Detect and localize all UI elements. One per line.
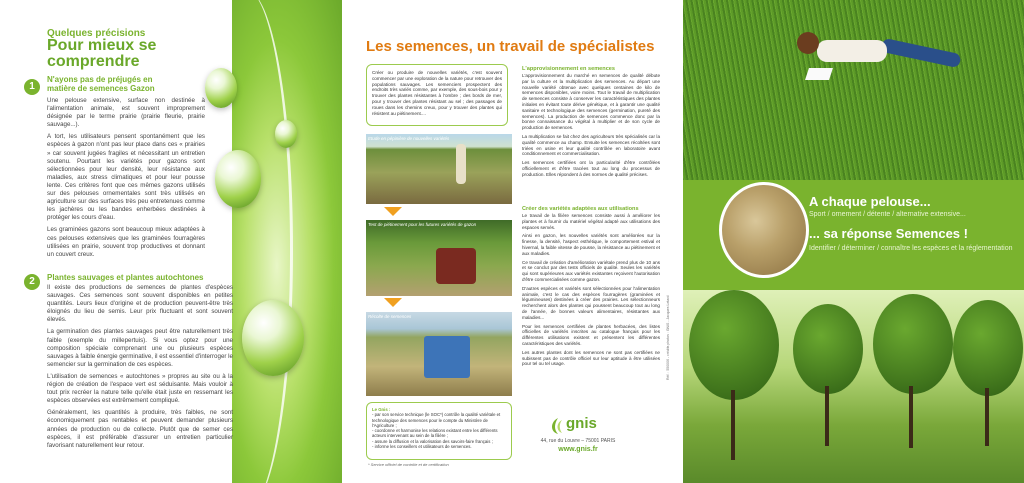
tree <box>873 294 953 394</box>
list-item: - coordonne et harmonise les relations existant entre les différents acteurs intervenant au sein de la filière ; <box>372 428 498 439</box>
photo-credit: Réf. : 550006 - crédits photos : GNIS - Jacques Letard <box>666 295 670 380</box>
gnis-address: 44, rue du Louvre – 75001 PARIS <box>540 438 616 444</box>
paragraph: La germination des plantes sauvages peut être naturellement très faible (exemple du millepertuis). Si vous optez pour une composition spéciale comprenant une ou plusieurs espèces sauvages à faible énergie germinative, il est essentiel d'interroger le semencier sur la germination de ces espèces. <box>47 328 233 368</box>
list-item: - informe les conseillers et utilisateurs de semences. <box>372 444 472 450</box>
heading-big: Pour mieux se comprendre <box>47 37 157 70</box>
paragraph: L'approvisionnement du marché en semences de qualité débute par la culture et la multiplication des semences. Au départ une nouvelle variété obtenue avec quelques centaines de kilo de semences disponibles, voire moins. Tout le travail de multiplication de semences consiste à conserver les caractéristiques des plantes initiales en évitant toute dérive génétique, et à garantir une qualité sanitaire et technologique des semences (germination, pureté des semences). La production de semences commence donc par la bonne connaissance du végétal à multiplier et de son cycle de production de semences. <box>522 73 660 131</box>
panel-cover <box>683 0 1024 483</box>
water-drop-icon <box>215 150 261 208</box>
list-item: - assure la diffusion et la valorisation des savoirs-faire français ; <box>372 438 493 444</box>
gnis-info-box <box>366 402 512 460</box>
section-body <box>522 73 660 181</box>
paragraph: Les autres plantes dont les semences ne sont pas certifiées ne subissent pas de contrôle officiel sur leur aptitude à être utilisées pour tel ou tel usage. <box>522 349 660 367</box>
cover-line-2: Sport / ornement / détente / alternative extensive... <box>809 211 966 218</box>
tree <box>953 300 1023 396</box>
woman-reading-photo <box>771 26 991 96</box>
photo-seed-harvest <box>366 312 512 396</box>
gnis-logo-text: gnis <box>566 415 597 432</box>
seeds-photo <box>719 182 809 278</box>
list-item: - par son service technique (le SOC*) contrôle la qualité variétale et technologique des semences pour le compte du Ministère de l'Agriculture ; <box>372 412 501 428</box>
section-heading: Créer des variétés adaptées aux utilisations <box>522 206 639 212</box>
paragraph: D'autres espèces et variétés sont sélectionnées pour l'alimentation animale, c'est le cas des espèces fourragères (graminées et légumineuses) destinées à créer des prairies. Les sélectionneurs recherchent alors des plantes qui poussent beaucoup tout au long de l'année, de bonnes valeurs alimentaires, résistantes aux maladies... <box>522 285 660 320</box>
heading-small: Quelques précisions <box>47 28 146 39</box>
paragraph: Pour les semences certifiées de plantes herbacées, des listes officielles de variétés inscrites au catalogue français pour les différentes utilisations existent et présentent les différentes caractéristiques des variétés. <box>522 323 660 346</box>
paragraph: A tort, les utilisateurs pensent spontanément que les espèces à gazon n'ont pas leur place dans ces « prairies » car souvent jugées fragiles et nécessitant un entretien soutenu. Pourtant les variétés pour gazons sont sélectionnées pour leur densité, leur résistance aux maladies, aux stress climatiques et pour leur pousse lente. Ces critères font que ces mêmes gazons utilisés sur des pelouses ornementales sont très utilisés en agriculture sur des surfaces très peu entretenues comme les jachères ou les bandes enherbées destinées à protéger les cours d'eau. <box>47 133 205 222</box>
photo-caption: Etude en pépinière de nouvelles variétés <box>368 136 450 141</box>
intro-text: Créer ou produire de nouvelles variétés, c'est souvent commencer par une exploration de la nature pour retrouver des populations sauvages. Les semenciers prospectent des endroits très variés comme, par exemple, des sous-bois pour y trouver des plantes résistantes à l'ombre ; des bords de mer, pour y trouver des plantes résistant au sel ; des passages de roues dans les chemins creux, pour y trouver des plantes qui résistent au piétinement.... <box>372 70 502 116</box>
section-body-2 <box>47 284 233 454</box>
section-number-2: 2 <box>24 274 40 290</box>
water-drop-icon <box>205 68 237 108</box>
paragraph: Les semences certifiées ont la particularité d'être contrôlées officiellement et d'être tracées tout au long du processus de production. Elles répondent à des normes de qualité précises. <box>522 160 660 177</box>
cover-line-4: Identifier / déterminer / connaître les espèces et la réglementation <box>809 245 1013 252</box>
paragraph: Généralement, les quantités à produire, très faibles, ne sont économiquement pas rentables et peuvent demander plusieurs années de production ou de collecte. Plutôt que de semer ces espèces, il est préférable d'assurer un entretien particulier favorisant naturellement leur retour. <box>47 409 233 449</box>
cover-line-1: A chaque pelouse... <box>809 194 931 209</box>
photo-caption: Récolte de semences <box>368 314 412 319</box>
paragraph: Il existe des productions de semences de plantes d'espèces sauvages. Ces semences sont souvent disponibles en petites quantités. Leurs lieux d'origine et de production peuvent-être très éloignés du lieu de semis. Leur prix fluctuant et sont souvent élevés. <box>47 284 233 324</box>
paragraph: L'utilisation de semences « autochtones » propres au site ou à la région de création de l'espace vert est séduisante. Mais vouloir à tout prix recréer la nature telle qu'elle était juste en ressemant les espèces observées est extrêmement compliqué. <box>47 372 233 405</box>
paragraph: Ce travail de création d'amélioration variétale prend plus de 10 ans et se conclut par des tests officiels de qualité. Seules les variétés qui sont supérieures aux variétés existantes reçoivent l'autorisation d'être commercialisées comme gazon. <box>522 259 660 282</box>
section-title-1: N'ayons pas de préjugés en matière de semences Gazon <box>47 75 155 93</box>
arrow-down-icon <box>384 207 402 216</box>
section-heading: L'approvisionnement en semences <box>522 66 616 72</box>
panel-specialistes <box>342 0 683 483</box>
section-body-1 <box>47 97 205 263</box>
paragraph: Une pelouse extensive, surface non destinée à l'alimentation animale, est souvent improprement désignée par le terme prairie (prairie fleurie, prairie sauvage...). <box>47 97 205 129</box>
section-number-1: 1 <box>24 79 40 95</box>
arrow-down-icon <box>384 298 402 307</box>
page-title: Les semences, un travail de spécialistes <box>366 38 655 55</box>
photo-trampling-test <box>366 220 512 296</box>
paragraph: Les graminées gazons sont beaucoup mieux adaptées à ces pelouses extensives que les graminées fourragères utilisées en prairie, souvent trop productives et donnant un couvert creux. <box>47 226 205 258</box>
footnote: * Service officiel de contrôle et de certification <box>368 462 449 467</box>
water-drop-icon <box>242 300 304 376</box>
tree <box>689 290 779 400</box>
paragraph: Ainsi en gazon, les nouvelles variétés sont améliorées sur la finesse, la densité, l'aspect esthétique, le comportement estival et hivernal, la faible vitesse de pousse, la résistance au piétinement et aux maladies. <box>522 233 660 256</box>
gnis-website-link[interactable]: www.gnis.fr <box>558 446 598 453</box>
paragraph: La multiplication se fait chez des agriculteurs très spécialisés car la qualité commence au champ. Ensuite les semences récoltées sont triées en usine et leur qualité contrôlée en laboratoire avant conditionnement et commercialisation. <box>522 133 660 157</box>
photo-nursery <box>366 134 512 204</box>
section-body <box>522 213 660 370</box>
paragraph: Le travail de la filière semences consiste aussi à améliorer les plantes et à fournir du matériel végétal adapté aux utilisations des espaces semés. <box>522 213 660 230</box>
intro-box <box>366 64 508 126</box>
park-photo <box>683 290 1024 483</box>
photo-caption: Test de piétinement pour les futures variétés de gazon <box>368 222 477 227</box>
water-drop-icon <box>275 120 297 148</box>
cover-line-3: ... sa réponse Semences ! <box>809 226 968 241</box>
section-title-2: Plantes sauvages et plantes autochtones <box>47 273 204 282</box>
gnis-logo <box>540 414 618 453</box>
panel-precisions <box>0 0 342 483</box>
tree <box>793 304 863 394</box>
gnis-box-title: Le Gnis : <box>372 407 391 412</box>
